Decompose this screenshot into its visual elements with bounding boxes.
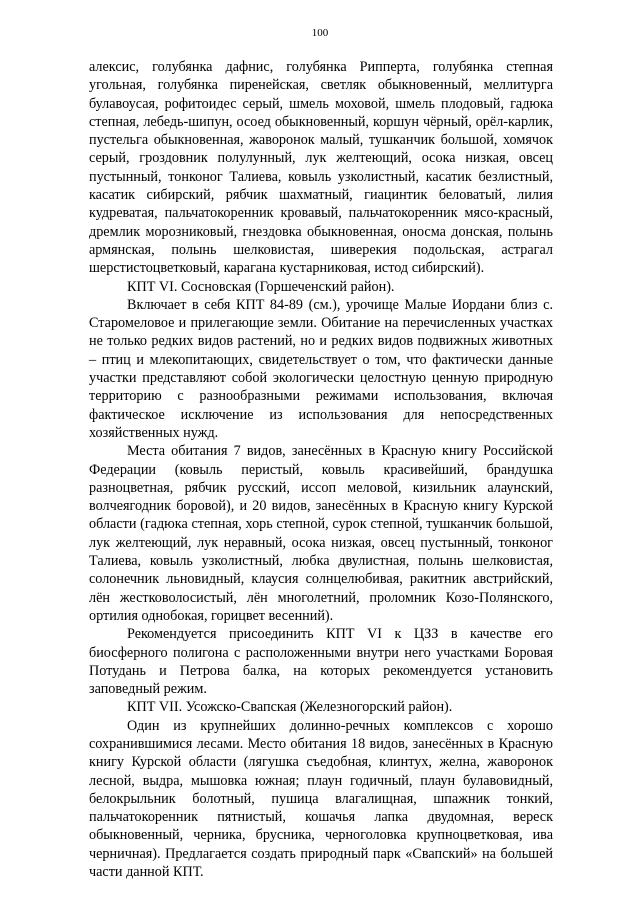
paragraph-species-list-continuation: алексис, голубянка дафнис, голубянка Рипперта, голубянка степная угольная, голубянка пиренейская, светляк обыкновенный, меллитурга булавоусая, рофитоидес серый, шмель моховой, шмель плодовый, гадюка степная, лебедь-шипун, осоед обыкновенный, коршун чёрный, орёл-карлик, пустельга обыкновенная, жаворонок малый, тушканчик большой, хомячок серый, гроздовник полулунный, лук желтеющий, осока низкая, овсец пустынный, тонконог Талиева, ковыль узколистный, касатик безлистный, касатик сибирский, рябчик шахматный, гиацинтик беловатый, лилия кудреватая, пальчатокоренник кровавый, пальчатокоренник мясо-красный, дремлик морозниковый, гнездовка обыкновенная, оносма донская, полынь армянская, полынь шелковистая, шиверекия подольская, астрагал шерстистоцветковый, карагана кустарниковая, истод сибирский). [89, 59, 553, 277]
paragraph-kpt-vi-recommendation: Рекомендуется присоединить КПТ VI к ЦЗЗ в качестве его биосферного полигона с расположенными внутри него участками Боровая Потудань и Петрова балка, на которых рекомендуется установить заповедный режим. [89, 626, 553, 698]
heading-kpt-vi: КПТ VI. Сосновская (Горшеченский район). [127, 278, 395, 295]
document-body [89, 58, 553, 881]
paragraph-kpt-vi-red-book-species: Места обитания 7 видов, занесённых в Красную книгу Российской Федерации (ковыль перистый, ковыль красивейший, брандушка разноцветная, рябчик русский, иссоп меловой, кизильник алаунский, волчеягодник боровой), и 20 видов, занесённых в Красную книгу Курской области (гадюка степная, хорь степной, сурок степной, тушканчик большой, лук желтеющий, лук неравный, осока низкая, овсец пустынный, тонконог Талиева, ковыль узколистный, любка двулистная, полынь шелковистая, солонечник льновидный, клаусия солнцелюбивая, ракитник австрийский, лён жестковолосистый, лён многолетний, проломник Козо-Полянского, ортилия однобокая, горицвет весенний). [89, 443, 553, 624]
paragraph-kpt-vii-description: Один из крупнейших долинно-речных комплексов с хорошо сохранившимися лесами. Место обитания 18 видов, занесённых в Красную книгу Курской области (лягушка съедобная, клинтух, желна, жаворонок лесной, выдра, мышовка южная; плаун годичный, плаун булавовидный, белокрыльник болотный, пушица влагалищная, шпажник тонкий, пальчатокоренник пятнистый, кошачья лапка двудомная, вереск обыкновенный, черника, брусника, черноголовка крупноцветковая, ива черничная). Предлагается создать природный парк «Свапский» на большей части данной КПТ. [89, 717, 553, 881]
paragraph-kpt-vi-description: Включает в себя КПТ 84-89 (см.), урочище Малые Иордани близ с. Старомеловое и прилегающие земли. Обитание на перечисленных участках не только редких видов растений, но и редких видов подвижных животных – птиц и млекопитающих, свидетельствует о том, что фактически данные участки представляют собой экологически целостную ценную природную территорию с разнообразными режимами использования, включая фактическое исключение из использования для непосредственных хозяйственных нужд. [89, 296, 553, 441]
page-number: 100 [311, 27, 329, 39]
heading-kpt-vii: КПТ VII. Усожско-Свапская (Железногорский район). [127, 699, 453, 716]
